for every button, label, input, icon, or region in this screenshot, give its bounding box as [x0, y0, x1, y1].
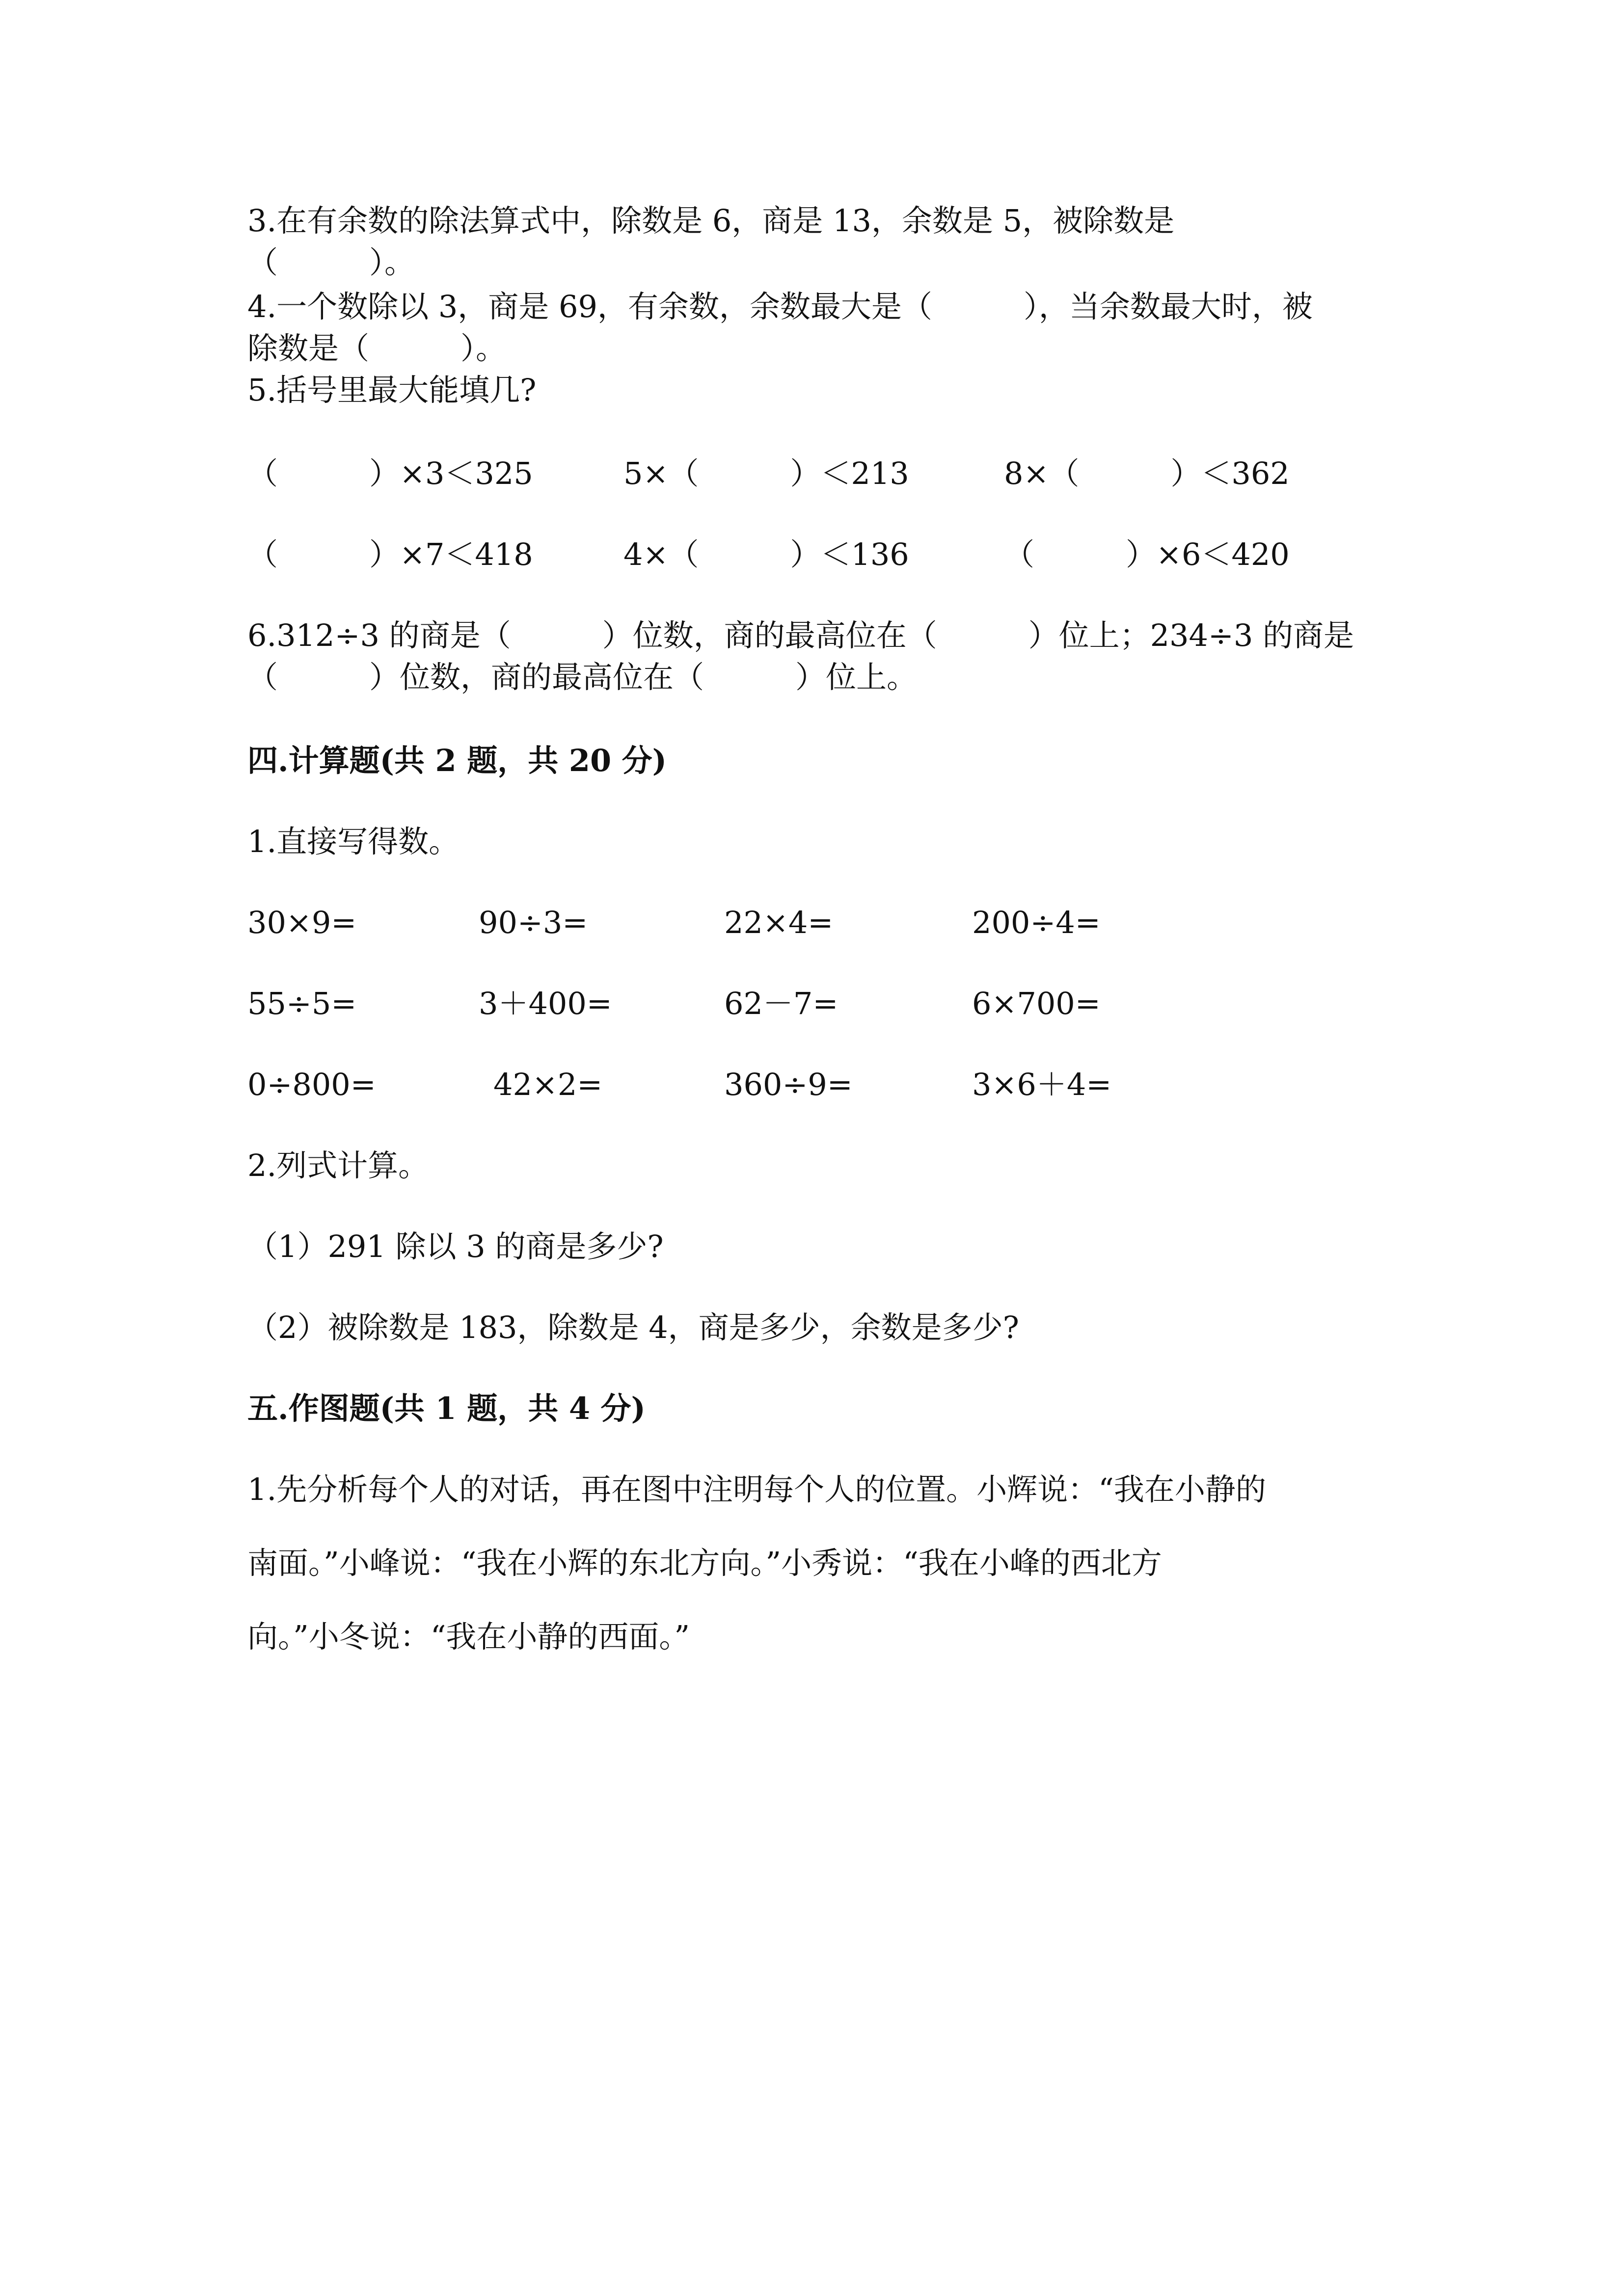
calc-item: 30×9= — [247, 905, 357, 940]
q5-item: 8×（ ）＜362 — [1004, 455, 1290, 491]
calc-q2-item-1: （1）291 除以 3 的商是多少? — [247, 1228, 664, 1264]
q5-title: 5.括号里最大能填几? — [247, 372, 537, 408]
calc-q1-title: 1.直接写得数。 — [247, 824, 460, 859]
q3-text-line2: （ ）。 — [247, 244, 415, 280]
calc-item: 360÷9= — [724, 1067, 853, 1102]
q4-text-line1: 4.一个数除以 3，商是 69，有余数，余数最大是（ ），当余数最大时，被 — [247, 289, 1313, 324]
q5-item: 5×（ ）＜213 — [623, 455, 909, 491]
calc-item: 22×4= — [724, 905, 834, 940]
calc-q2-item-2: （2）被除数是 183，除数是 4，商是多少，余数是多少? — [247, 1309, 1019, 1345]
drawing-q1-line2: 南面。”小峰说：“我在小辉的东北方向。”小秀说：“我在小峰的西北方 — [247, 1545, 1162, 1581]
q6-text-line1: 6.312÷3 的商是（ ）位数，商的最高位在（ ）位上；234÷3 的商是 — [247, 617, 1354, 653]
drawing-q1-line3: 向。”小冬说：“我在小静的西面。” — [247, 1619, 690, 1655]
calc-q2-title: 2.列式计算。 — [247, 1148, 429, 1183]
section4-heading: 四.计算题(共 2 题，共 20 分) — [247, 743, 667, 778]
q4-text-line2: 除数是（ ）。 — [247, 330, 507, 366]
q3-text-line1: 3.在有余数的除法算式中，除数是 6，商是 13，余数是 5，被除数是 — [247, 203, 1175, 239]
calc-item: 90÷3= — [479, 905, 588, 940]
calc-item: 55÷5= — [247, 986, 357, 1021]
drawing-q1-line1: 1.先分析每个人的对话，再在图中注明每个人的位置。小辉说：“我在小静的 — [247, 1471, 1266, 1507]
calc-item: 3×6＋4= — [972, 1067, 1112, 1102]
q5-item: （ ）×6＜420 — [1004, 536, 1290, 572]
q5-item: （ ）×3＜325 — [247, 455, 533, 491]
calc-item: 200÷4= — [972, 905, 1101, 940]
calc-item: 6×700= — [972, 986, 1101, 1021]
q5-item: 4×（ ）＜136 — [623, 536, 909, 572]
calc-item: 3＋400= — [479, 986, 612, 1021]
q5-item: （ ）×7＜418 — [247, 536, 533, 572]
calc-item: 42×2= — [493, 1067, 603, 1102]
section5-heading: 五.作图题(共 1 题，共 4 分) — [247, 1390, 646, 1426]
q6-text-line2: （ ）位数，商的最高位在（ ）位上。 — [247, 659, 918, 695]
calc-item: 62－7= — [724, 986, 839, 1021]
calc-item: 0÷800= — [247, 1067, 376, 1102]
